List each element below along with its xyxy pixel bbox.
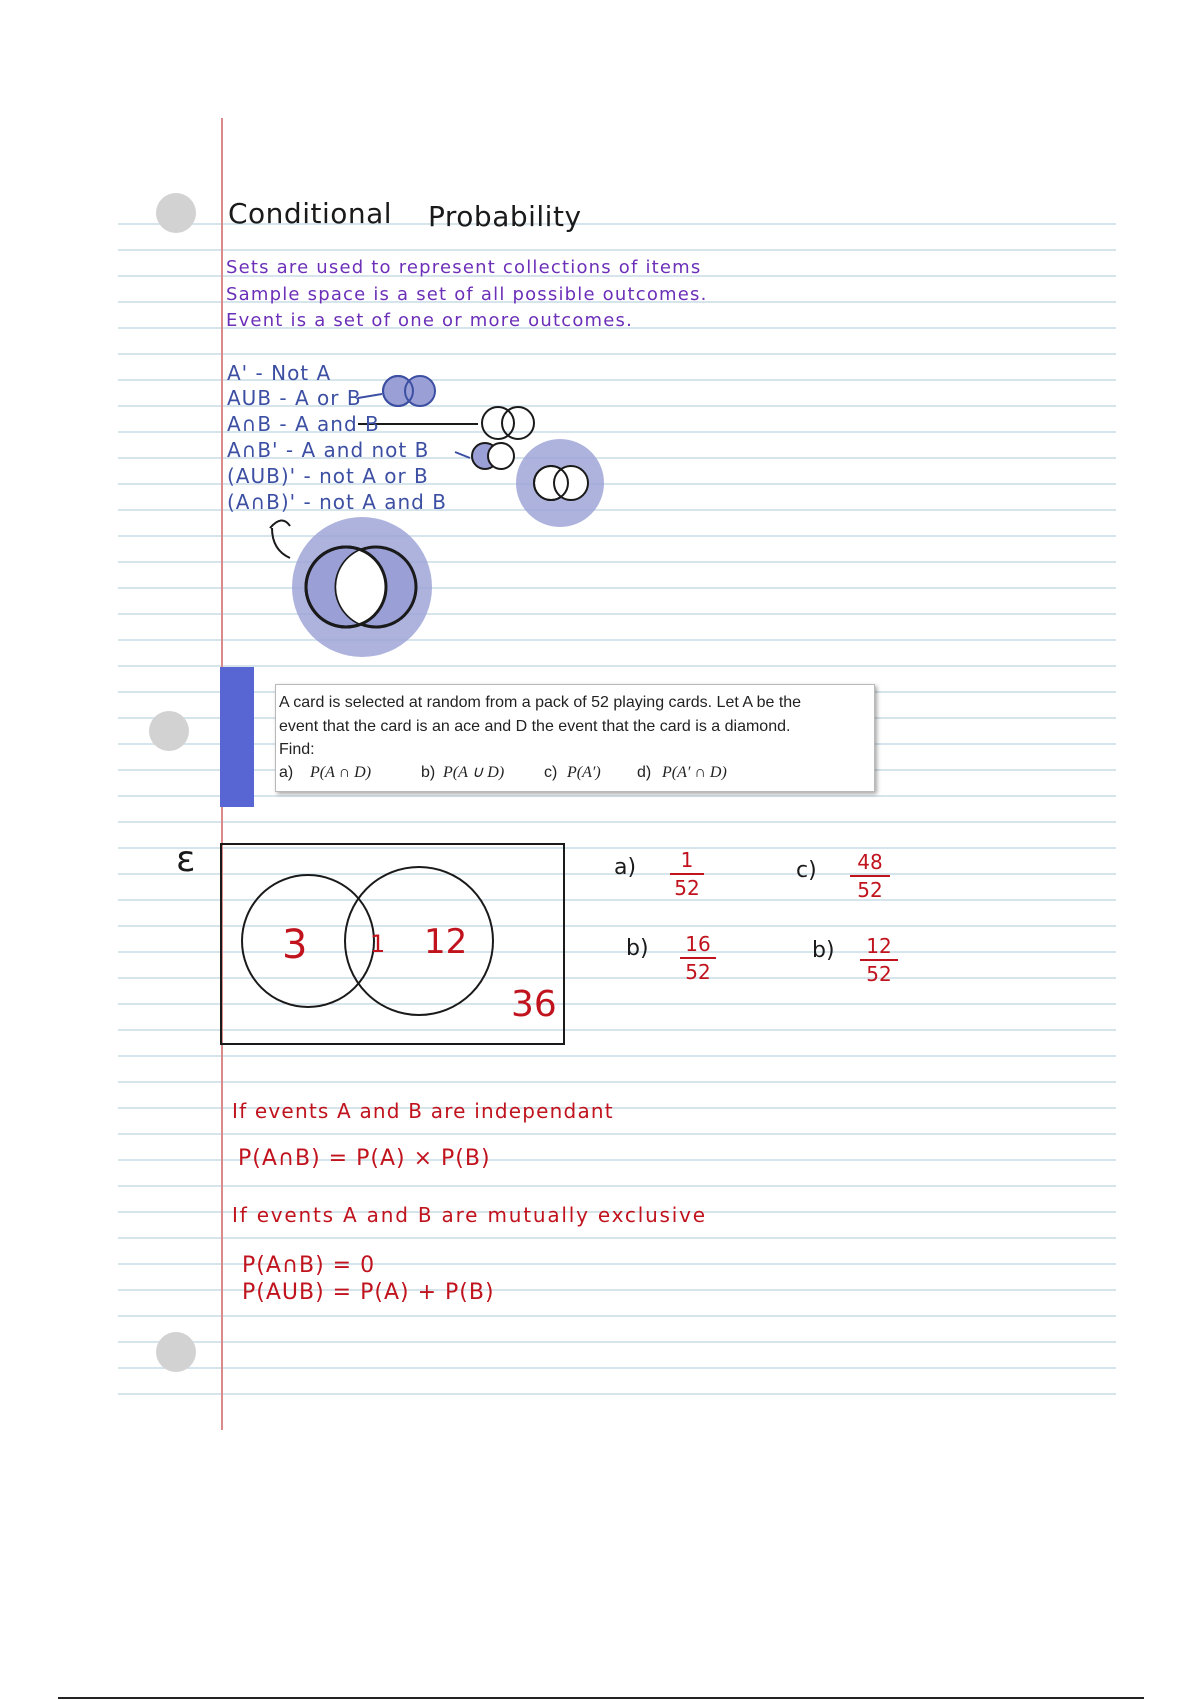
venn-sketch-a-not-b [455,443,514,469]
question-line-2: event that the card is an ace and D the event that the card is a diamond. [279,718,791,735]
question-part-d-expr: P(A′ ∩ D) [662,764,727,781]
binder-hole-middle [149,711,189,751]
definition-sample-space: Sample space is a set of all possible outcomes. [226,284,708,305]
question-part-b-expr: P(A ∪ D) [443,764,505,781]
fraction-bar [860,959,898,961]
venn-sketch-a-and-b [358,407,534,439]
answer-b-label: b) [626,936,649,961]
universal-set-symbol: ε [176,839,196,880]
independent-formula: P(A∩B) = P(A) × P(B) [238,1146,491,1171]
venn-only-a-value: 3 [282,922,308,968]
page-title-word-2: Probability [428,200,582,233]
venn-sketch-not-a-or-b [516,439,604,527]
answer-a-denominator: 52 [674,876,700,900]
set-a-circle [242,875,374,1007]
answer-d-denominator: 52 [866,962,892,986]
exclusive-heading: If events A and B are mutually exclusive [232,1203,707,1227]
answer-c-fraction [850,852,890,900]
fraction-bar [680,957,716,959]
venn-sketch-not-a-and-b [270,517,432,657]
notation-a-not-b: A∩B' - A and not B [227,438,430,462]
page-title-word-1: Conditional [228,197,393,230]
venn-only-d-value: 12 [424,922,468,962]
question-accent-bar [220,667,254,807]
notation-complement: A' - Not A [227,361,332,385]
answer-a-numerator: 1 [680,848,694,872]
notation-intersection: A∩B - A and B [227,412,380,436]
question-box [275,684,875,792]
venn-outside-value: 36 [511,984,557,1025]
exclusive-formula-union: P(AUB) = P(A) + P(B) [242,1280,495,1305]
question-part-c-label: c) [544,764,558,781]
answer-b-denominator: 52 [685,960,711,984]
independent-heading: If events A and B are independant [232,1099,614,1123]
notation-not-intersection: (A∩B)' - not A and B [227,490,447,514]
question-part-c-expr: P(A′) [567,764,601,781]
notation-not-union: (AUB)' - not A or B [227,464,429,488]
definition-event: Event is a set of one or more outcomes. [226,310,634,331]
question-part-a-label: a) [279,764,294,781]
exclusive-formula-intersection: P(A∩B) = 0 [242,1253,376,1278]
set-d-circle [345,867,493,1015]
question-part-b-label: b) [421,764,436,781]
notation-union: AUB - A or B [227,386,362,410]
definition-sets: Sets are used to represent collections of items [226,257,702,278]
answer-b-numerator: 16 [685,932,711,956]
question-part-a-expr: P(A ∩ D) [310,764,372,781]
fraction-bar [850,875,890,877]
binder-hole-top [156,193,196,233]
answer-c-numerator: 48 [857,850,883,874]
binder-hole-bottom [156,1332,196,1372]
answer-c-label: c) [796,858,817,883]
fraction-bar [670,873,704,875]
answer-c-denominator: 52 [857,878,883,902]
answer-a-fraction [670,850,704,898]
answer-d-label: b) [812,938,835,963]
answer-a-label: a) [614,855,637,880]
venn-both-value: 1 [370,930,386,958]
question-line-3: Find: [279,741,315,758]
answer-d-numerator: 12 [866,934,892,958]
answer-d-fraction [860,936,898,984]
question-part-d-label: d) [637,764,652,781]
question-line-1: A card is selected at random from a pack of 52 playing cards. Let A be the [279,694,802,711]
answer-b-fraction [680,934,716,982]
